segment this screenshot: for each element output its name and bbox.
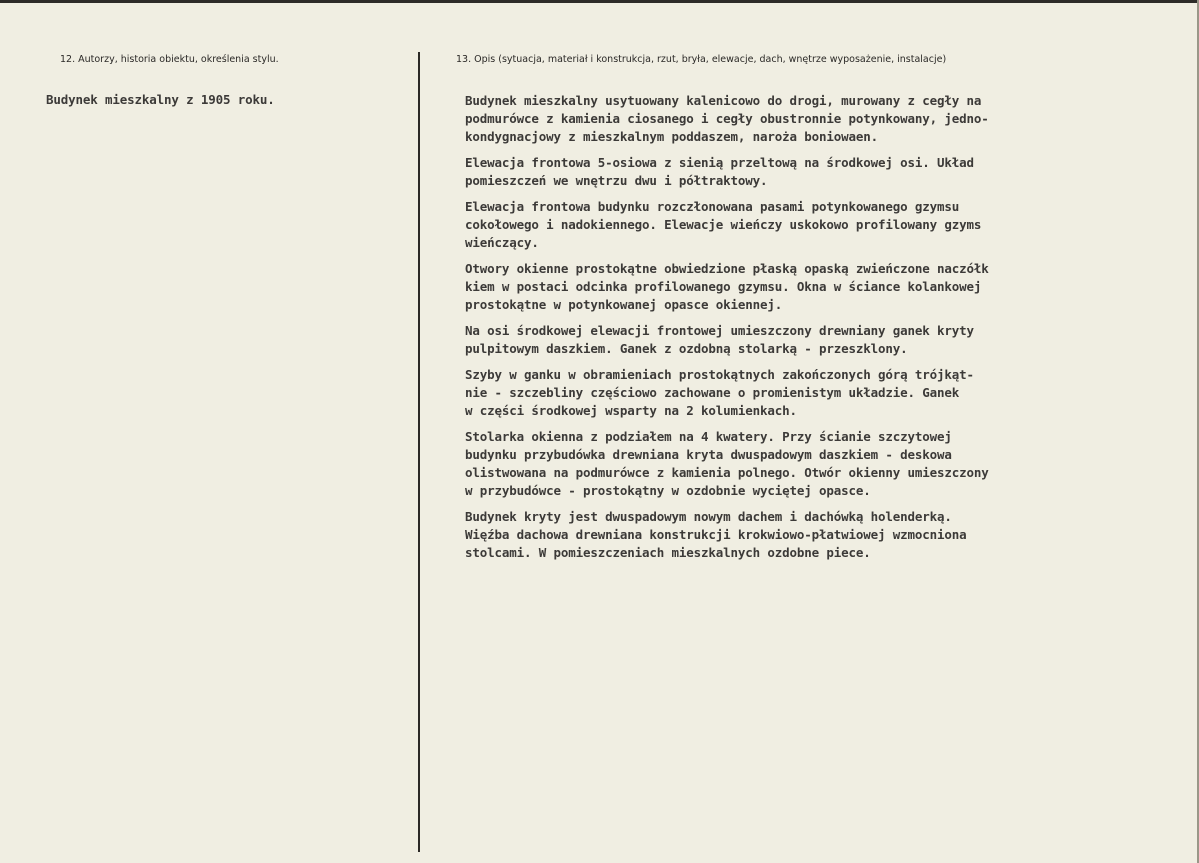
text-line: Elewacja frontowa 5-osiowa z sienią przeltową na środkowej osi. Układ	[465, 155, 974, 170]
text-line: Na osi środkowej elewacji frontowej umieszczony drewniany ganek kryty	[465, 323, 974, 338]
text-line: w przybudówce - prostokątny w ozdobnie wyciętej opasce.	[465, 483, 871, 498]
text-line: nie - szczebliny częściowo zachowane o promienistym układzie. Ganek	[465, 385, 960, 400]
text-line: Elewacja frontowa budynku rozczłonowana pasami potynkowanego gzymsu	[465, 199, 960, 214]
description-paragraph-6	[465, 366, 1181, 420]
field-12-text: Budynek mieszkalny z 1905 roku.	[46, 92, 275, 107]
text-line: stolcami. W pomieszczeniach mieszkalnych ozdobne piece.	[465, 545, 871, 560]
field-13-label: 13. Opis (sytuacja, materiał i konstrukcja, rzut, bryła, elewacje, dach, wnętrze wyposażenie, instalacje)	[456, 54, 947, 65]
field-13-text	[465, 92, 1181, 570]
text-line: pulpitowym daszkiem. Ganek z ozdobną stolarką - przeszklony.	[465, 341, 908, 356]
text-line: prostokątne w potynkowanej opasce okiennej.	[465, 297, 783, 312]
text-line: Stolarka okienna z podziałem na 4 kwatery. Przy ścianie szczytowej	[465, 429, 952, 444]
description-paragraph-4	[465, 260, 1181, 314]
text-line: Więźba dachowa drewniana konstrukcji krokwiowo-płatwiowej wzmocniona	[465, 527, 967, 542]
description-paragraph-7	[465, 428, 1181, 500]
description-paragraph-2	[465, 154, 1181, 190]
text-line: wieńczący.	[465, 235, 539, 250]
text-line: kondygnacjowy z mieszkalnym poddaszem, naroża boniowaen.	[465, 129, 879, 144]
column-divider	[418, 52, 420, 852]
field-12-label: 12. Autorzy, historia obiektu, określenia stylu.	[60, 54, 279, 65]
text-line: Szyby w ganku w obramieniach prostokątnych zakończonych górą trójkąt-	[465, 367, 974, 382]
text-line: budynku przybudówka drewniana kryta dwuspadowym daszkiem - deskowa	[465, 447, 952, 462]
text-line: Budynek mieszkalny usytuowany kalenicowo do drogi, murowany z cegły na	[465, 93, 982, 108]
page-top-edge	[0, 0, 1199, 3]
description-paragraph-5	[465, 322, 1181, 358]
description-paragraph-8	[465, 508, 1181, 562]
description-paragraph-3	[465, 198, 1181, 252]
text-line: cokołowego i nadokiennego. Elewacje wieńczy uskokowo profilowany gzyms	[465, 217, 982, 232]
text-line: Otwory okienne prostokątne obwiedzione płaską opaską zwieńczone naczółk	[465, 261, 989, 276]
text-line: olistwowana na podmurówce z kamienia polnego. Otwór okienny umieszczony	[465, 465, 989, 480]
text-line: pomieszczeń we wnętrzu dwu i półtraktowy.	[465, 173, 768, 188]
description-paragraph-1	[465, 92, 1181, 146]
text-line: podmurówce z kamienia ciosanego i cegły obustronnie potynkowany, jedno-	[465, 111, 989, 126]
text-line: Budynek kryty jest dwuspadowym nowym dachem i dachówką holenderką.	[465, 509, 952, 524]
text-line: kiem w postaci odcinka profilowanego gzymsu. Okna w ściance kolankowej	[465, 279, 982, 294]
text-line: w części środkowej wsparty na 2 kolumienkach.	[465, 403, 797, 418]
